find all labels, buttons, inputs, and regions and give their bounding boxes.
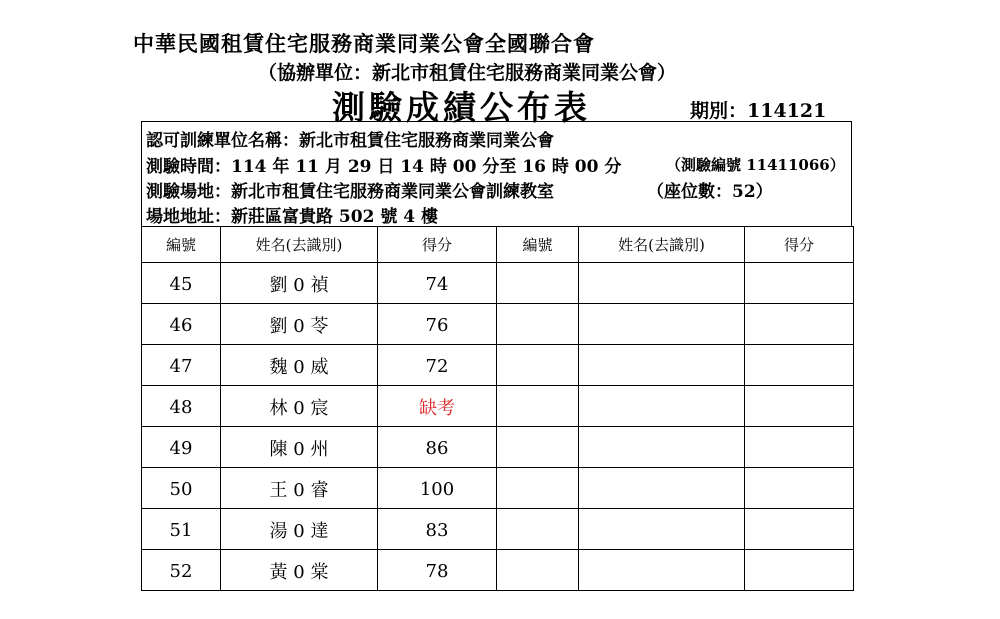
table-row [142,304,854,345]
cell-number: 49 [142,427,221,468]
cell-score: 83 [378,509,497,550]
cell-score: 76 [378,304,497,345]
cell-empty [579,427,745,468]
cell-empty [745,427,854,468]
cell-score: 74 [378,263,497,304]
cell-name: 劉 0 苓 [221,304,378,345]
cell-empty [745,386,854,427]
cell-empty [579,550,745,591]
table-row [142,427,854,468]
cell-empty [497,304,579,345]
cell-empty [497,468,579,509]
cell-empty [579,263,745,304]
cell-score: 72 [378,345,497,386]
cell-empty [745,550,854,591]
cell-score: 86 [378,427,497,468]
cell-number: 51 [142,509,221,550]
cell-name: 王 0 睿 [221,468,378,509]
cell-number: 47 [142,345,221,386]
cell-score: 100 [378,468,497,509]
cell-number: 50 [142,468,221,509]
seat-count: （座位數：52） [647,182,773,202]
table-row [142,468,854,509]
cell-empty [579,345,745,386]
table-row [142,345,854,386]
test-time: 測驗時間：114 年 11 月 29 日 14 時 00 分至 16 時 00 分 [146,157,622,177]
cell-number: 46 [142,304,221,345]
header-score: 得分 [378,227,497,263]
cell-empty [579,468,745,509]
cell-empty [497,427,579,468]
header-score-2: 得分 [745,227,854,263]
table-row [142,263,854,304]
header-name: 姓名(去識別) [221,227,378,263]
organization-name: 中華民國租賃住宅服務商業同業公會全國聯合會 [133,31,595,56]
info-box [141,121,852,226]
cell-number: 48 [142,386,221,427]
page-title: 測驗成績公布表 [332,88,591,127]
score-table [141,226,854,591]
cell-name: 陳 0 州 [221,427,378,468]
cell-empty [579,386,745,427]
table-header-row [142,227,854,263]
cell-empty [745,345,854,386]
header-number-2: 編號 [497,227,579,263]
cell-empty [497,550,579,591]
cell-name: 黃 0 棠 [221,550,378,591]
cell-empty [497,509,579,550]
cell-empty [745,263,854,304]
cell-name: 林 0 宸 [221,386,378,427]
cell-name: 魏 0 威 [221,345,378,386]
cell-name: 劉 0 禎 [221,263,378,304]
cell-score-absent: 缺考 [378,386,497,427]
cell-number: 52 [142,550,221,591]
co-organizer: （協辦單位：新北市租賃住宅服務商業同業公會） [258,62,677,84]
cell-empty [745,304,854,345]
cell-empty [497,345,579,386]
cell-empty [579,304,745,345]
cell-empty [497,386,579,427]
header-number: 編號 [142,227,221,263]
venue-address: 場地地址：新莊區富貴路 502 號 4 樓 [146,207,438,227]
cell-score: 78 [378,550,497,591]
cell-empty [497,263,579,304]
training-unit: 認可訓練單位名稱：新北市租賃住宅服務商業同業公會 [146,131,554,151]
period-label: 期別：114121 [690,100,827,122]
test-venue: 測驗場地：新北市租賃住宅服務商業同業公會訓練教室 [146,182,554,202]
table-row [142,509,854,550]
header-name-2: 姓名(去識別) [579,227,745,263]
test-number: （測驗編號 11411066） [666,156,845,174]
cell-number: 45 [142,263,221,304]
table-row [142,386,854,427]
table-row [142,550,854,591]
cell-empty [579,509,745,550]
cell-name: 湯 0 達 [221,509,378,550]
cell-empty [745,509,854,550]
cell-empty [745,468,854,509]
